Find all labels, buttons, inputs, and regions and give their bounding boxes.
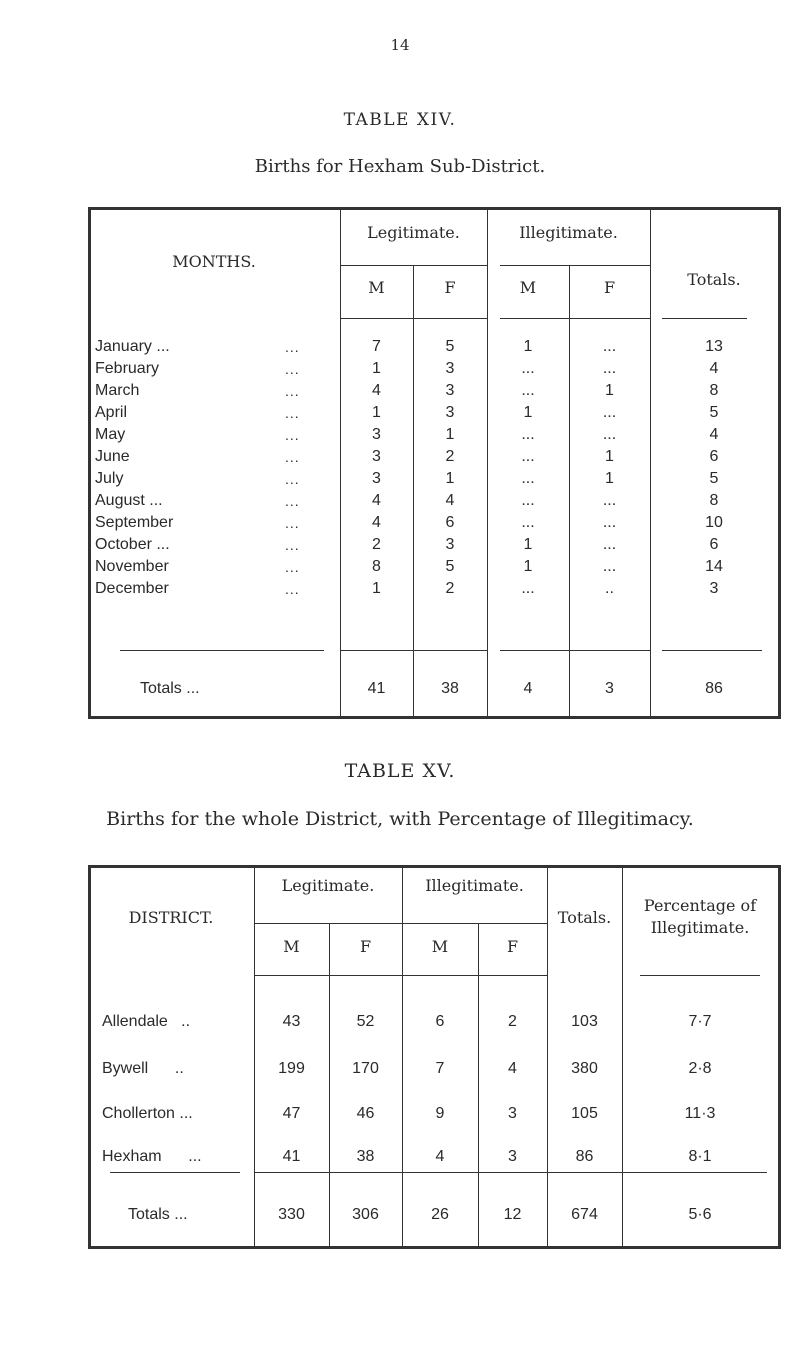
- cell-ill-m: ...: [521, 360, 535, 377]
- header-percentage-line1: Percentage of: [643, 896, 757, 915]
- divider: [662, 650, 762, 651]
- cell-total: 5: [709, 470, 719, 487]
- month-label: May: [95, 426, 126, 443]
- cell-ill-m: 4: [435, 1148, 445, 1165]
- cell-leg-m: 3: [372, 470, 381, 487]
- divider: [640, 975, 760, 976]
- leader-dots: ...: [285, 405, 300, 421]
- header-legitimate: Legitimate.: [281, 876, 375, 895]
- cell-leg-m: 47: [282, 1105, 301, 1122]
- leader-dots: ...: [285, 471, 300, 487]
- header-illegitimate-m: M: [519, 278, 537, 297]
- month-label: April: [95, 404, 128, 421]
- table-xiv-right-border: [778, 207, 781, 719]
- divider: [500, 650, 650, 651]
- cell-leg-m: 4: [372, 382, 381, 399]
- cell-total: 14: [705, 558, 723, 575]
- cell-ill-m: ...: [521, 492, 535, 509]
- divider: [340, 650, 487, 651]
- cell-ill-m: 9: [435, 1105, 445, 1122]
- divider: [120, 650, 324, 651]
- cell-leg-m: 1: [372, 404, 381, 421]
- cell-total: 103: [571, 1013, 598, 1030]
- cell-leg-f: 5: [445, 338, 455, 355]
- table-xv-title: TABLE XV.: [344, 760, 456, 782]
- cell-leg-f: 170: [352, 1060, 379, 1077]
- month-label: March: [95, 382, 140, 399]
- header-legitimate: Legitimate.: [367, 223, 460, 242]
- totals-label: Totals ...: [128, 1206, 188, 1223]
- cell-leg-m: 43: [282, 1013, 301, 1030]
- header-illegitimate: Illegitimate.: [519, 223, 618, 242]
- cell-leg-m: 1: [372, 360, 381, 377]
- total-total: 86: [705, 680, 723, 697]
- table-xiv-top-border: [88, 207, 781, 210]
- district-label: Bywell ..: [102, 1060, 184, 1077]
- total-total: 674: [571, 1206, 598, 1223]
- header-percentage-line2: Illegitimate.: [650, 918, 750, 937]
- cell-ill-m: 1: [523, 536, 533, 553]
- month-label: August ...: [95, 492, 163, 509]
- total-leg-f: 306: [352, 1206, 379, 1223]
- table-xv-right-border: [778, 865, 781, 1249]
- cell-leg-f: 3: [445, 382, 455, 399]
- cell-total: 3: [709, 580, 719, 597]
- cell-ill-m: ...: [521, 448, 535, 465]
- cell-leg-f: 38: [356, 1148, 375, 1165]
- cell-percentage: 7·7: [688, 1013, 712, 1030]
- cell-leg-m: 3: [372, 448, 381, 465]
- cell-ill-f: ...: [602, 492, 617, 509]
- leader-dots: ...: [285, 427, 300, 443]
- cell-ill-m: ...: [521, 470, 535, 487]
- cell-ill-f: 1: [605, 382, 614, 399]
- divider: [478, 924, 479, 1247]
- divider: [254, 923, 402, 924]
- divider: [662, 318, 747, 319]
- cell-ill-m: 6: [435, 1013, 445, 1030]
- cell-percentage: 8·1: [688, 1148, 712, 1165]
- header-district: DISTRICT.: [128, 908, 214, 927]
- header-legitimate-f: F: [444, 278, 456, 297]
- divider: [547, 1172, 622, 1173]
- cell-ill-f: 2: [508, 1013, 517, 1030]
- leader-dots: ...: [285, 383, 300, 399]
- cell-ill-f: 1: [605, 470, 614, 487]
- table-xiv-left-border: [88, 207, 91, 719]
- cell-leg-f: 3: [445, 360, 455, 377]
- cell-leg-f: 3: [445, 536, 455, 553]
- table-xv-bottom-border: [88, 1246, 781, 1249]
- month-label: July: [95, 470, 124, 487]
- divider: [500, 318, 650, 319]
- leader-dots: ...: [285, 493, 300, 509]
- cell-ill-f: ...: [602, 536, 617, 553]
- cell-leg-m: 4: [372, 514, 381, 531]
- table-xiv-bottom-border: [88, 716, 781, 719]
- month-label: October ...: [95, 536, 170, 553]
- cell-leg-m: 2: [372, 536, 381, 553]
- month-label: June: [95, 448, 130, 465]
- cell-leg-f: 4: [445, 492, 455, 509]
- total-ill-f: 12: [503, 1206, 522, 1223]
- divider: [340, 318, 487, 319]
- month-label: September: [95, 514, 174, 531]
- cell-total: 8: [709, 492, 719, 509]
- cell-total: 6: [709, 448, 719, 465]
- cell-ill-m: ...: [521, 514, 535, 531]
- divider: [340, 265, 487, 266]
- cell-leg-m: 8: [372, 558, 381, 575]
- divider: [254, 1172, 402, 1173]
- cell-ill-m: 1: [523, 558, 533, 575]
- cell-ill-f: ...: [602, 360, 617, 377]
- total-leg-m: 330: [278, 1206, 305, 1223]
- month-label: December: [95, 580, 169, 597]
- leader-dots: ...: [285, 361, 300, 377]
- district-label: Chollerton ...: [102, 1105, 193, 1122]
- cell-total: 6: [709, 536, 719, 553]
- total-ill-f: 3: [605, 680, 614, 697]
- cell-ill-f: ...: [602, 426, 617, 443]
- leader-dots: ...: [285, 581, 300, 597]
- cell-ill-m: 1: [523, 338, 533, 355]
- month-label: November: [95, 558, 169, 575]
- cell-total: 5: [709, 404, 719, 421]
- month-label: February: [95, 360, 160, 377]
- cell-total: 4: [709, 426, 719, 443]
- cell-leg-m: 1: [372, 580, 381, 597]
- cell-leg-m: 199: [278, 1060, 305, 1077]
- page-number: 14: [390, 36, 410, 54]
- cell-leg-f: 3: [445, 404, 455, 421]
- leader-dots: ...: [285, 339, 300, 355]
- cell-percentage: 11·3: [684, 1105, 716, 1122]
- cell-ill-f: 4: [508, 1060, 517, 1077]
- divider: [500, 265, 650, 266]
- cell-ill-f: 3: [508, 1148, 517, 1165]
- cell-percentage: 2·8: [688, 1060, 712, 1077]
- header-illegitimate: Illegitimate.: [425, 876, 524, 895]
- table-xiv-title: TABLE XIV.: [343, 110, 457, 130]
- cell-leg-m: 3: [372, 426, 381, 443]
- cell-ill-m: ...: [521, 426, 535, 443]
- cell-total: 8: [709, 382, 719, 399]
- cell-ill-m: ...: [521, 382, 535, 399]
- header-legitimate-f: F: [359, 937, 372, 956]
- cell-total: 4: [709, 360, 719, 377]
- cell-ill-f: ...: [602, 514, 617, 531]
- cell-ill-f: 3: [508, 1105, 517, 1122]
- cell-ill-m: 1: [523, 404, 533, 421]
- divider: [329, 924, 330, 1247]
- divider: [402, 975, 547, 976]
- cell-ill-f: ...: [602, 404, 617, 421]
- cell-total: 10: [705, 514, 723, 531]
- header-legitimate-m: M: [368, 278, 385, 297]
- leader-dots: ...: [285, 515, 300, 531]
- cell-ill-f: ..: [605, 580, 614, 597]
- cell-leg-f: 1: [445, 470, 455, 487]
- totals-label: Totals ...: [140, 680, 200, 697]
- cell-leg-f: 1: [445, 426, 455, 443]
- table-xiv-subtitle: Births for Hexham Sub-District.: [254, 156, 546, 177]
- cell-total: 13: [705, 338, 723, 355]
- cell-ill-f: ...: [602, 558, 617, 575]
- month-label: January ...: [95, 338, 170, 355]
- cell-leg-f: 2: [445, 580, 455, 597]
- divider: [402, 1172, 547, 1173]
- header-illegitimate-m: M: [431, 937, 449, 956]
- cell-leg-f: 52: [356, 1013, 375, 1030]
- header-totals: Totals.: [687, 270, 741, 289]
- header-totals: Totals.: [557, 908, 612, 927]
- table-xv-subtitle: Births for the whole District, with Percentage of Illegitimacy.: [106, 808, 694, 830]
- cell-total: 105: [571, 1105, 598, 1122]
- cell-total: 86: [575, 1148, 594, 1165]
- divider: [622, 1172, 767, 1173]
- total-ill-m: 4: [523, 680, 533, 697]
- district-label: Hexham ...: [102, 1148, 202, 1165]
- total-leg-f: 38: [441, 680, 459, 697]
- cell-leg-m: 41: [282, 1148, 301, 1165]
- leader-dots: ...: [285, 449, 300, 465]
- cell-leg-m: 4: [372, 492, 381, 509]
- header-legitimate-m: M: [283, 937, 300, 956]
- cell-leg-f: 6: [445, 514, 455, 531]
- cell-ill-m: 7: [435, 1060, 445, 1077]
- header-months: MONTHS.: [172, 252, 256, 271]
- cell-total: 380: [571, 1060, 598, 1077]
- total-percentage: 5·6: [688, 1206, 712, 1223]
- divider: [254, 975, 402, 976]
- divider: [402, 923, 547, 924]
- header-illegitimate-f: F: [603, 278, 616, 297]
- cell-leg-f: 2: [445, 448, 455, 465]
- leader-dots: ...: [285, 537, 300, 553]
- district-label: Allendale ..: [102, 1013, 191, 1030]
- total-ill-m: 26: [431, 1206, 449, 1223]
- table-xv-top-border: [88, 865, 781, 868]
- cell-ill-m: ...: [521, 580, 535, 597]
- cell-leg-f: 5: [445, 558, 455, 575]
- total-leg-m: 41: [367, 680, 386, 697]
- header-illegitimate-f: F: [506, 937, 519, 956]
- cell-leg-m: 7: [372, 338, 381, 355]
- divider: [110, 1172, 240, 1173]
- leader-dots: ...: [285, 559, 300, 575]
- cell-leg-f: 46: [356, 1105, 375, 1122]
- cell-ill-f: ...: [602, 338, 617, 355]
- cell-ill-f: 1: [605, 448, 614, 465]
